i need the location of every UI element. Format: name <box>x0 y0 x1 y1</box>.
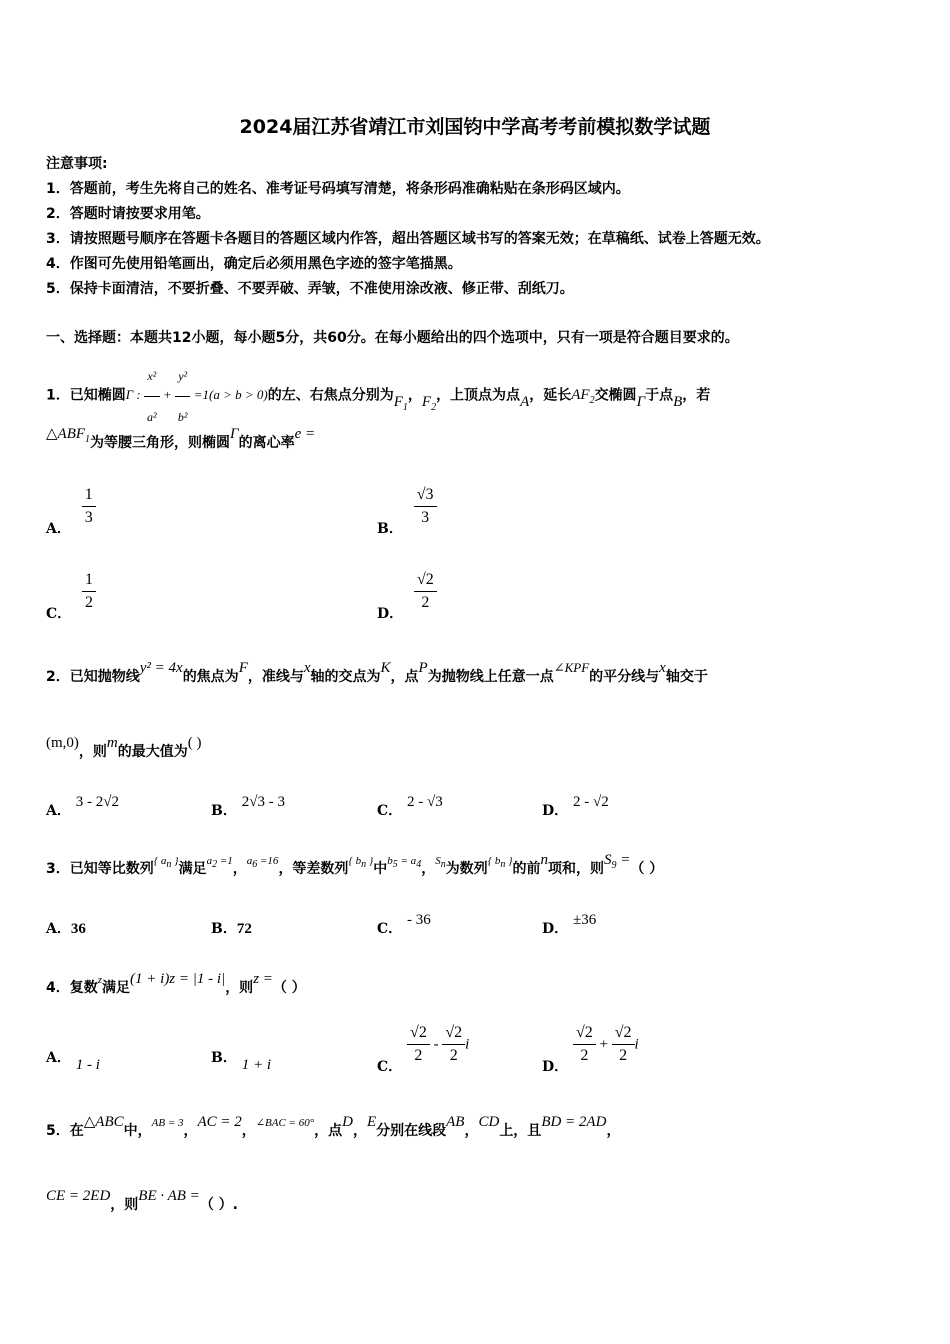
question-4: 4．复数$^z$满足(1 + i)z = |1 - i|，则z =（ ） <box>46 971 306 996</box>
question-text: ，延长 <box>529 387 572 404</box>
option-b[interactable]: B．72 <box>211 921 252 937</box>
question-5: 5．在△ABC中，$^{AB = 3}$，AC = 2，$^{\angle BAC = 60^\circ}$，点D，E分别在线段AB，CD上，且BD = 2AD， <box>46 1114 621 1139</box>
section-heading: 一、选择题：本题共12小题，每小题5分，共60分。在每小题给出的四个选项中，只有一项是符合题目要求的。 <box>46 330 739 346</box>
option-a[interactable]: A． 3 - 2√2 <box>46 794 119 819</box>
notice-item: 4．作图可先使用铅笔画出，确定后必须用黑色字迹的签字笔描黑。 <box>46 256 462 272</box>
option-c[interactable]: C． - 36 <box>377 912 431 937</box>
option-d[interactable]: D． $\frac{√2}{2}$ + $\frac{√2}{2}$ i <box>542 1024 639 1075</box>
question-text: ，上顶点为点 <box>436 387 521 404</box>
question-2: 2．已知抛物线y² = 4x的焦点为F，准线与x轴的交点为K，点P为抛物线上任意一点∠KPF的平分线与x轴交于 <box>46 660 708 685</box>
question-text: 于点 <box>645 387 674 404</box>
option-b[interactable]: B． 1 + i <box>211 1050 272 1073</box>
option-d[interactable]: D． 2 - √2 <box>542 794 609 819</box>
question-text: 的左、右焦点分别为 <box>267 387 394 404</box>
option-b[interactable]: B． 2√3 - 3 <box>211 794 285 819</box>
question-text: 为等腰三角形，则椭圆 <box>90 435 231 451</box>
notice-item: 2．答题时请按要求用笔。 <box>46 206 210 222</box>
question-2-cont: (m,0)，则m的最大值为( ) <box>46 735 202 760</box>
page-title: 2024届江苏省靖江市刘国钧中学高考考前模拟数学试题 <box>239 116 711 138</box>
option-c[interactable]: C． 2 - √3 <box>377 794 443 819</box>
question-text: 交椭圆 <box>594 387 637 404</box>
notice-item: 5．保持卡面清洁，不要折叠、不要弄破、弄皱，不准使用涂改液、修正带、刮纸刀。 <box>46 281 574 297</box>
option-c[interactable]: C． $\frac{1}{2}$ <box>46 571 96 612</box>
notice-item: 3．请按照题号顺序在答题卡各题目的答题区域内作答，超出答题区域书写的答案无效；在草稿纸、试卷上答题无效。 <box>46 231 770 247</box>
question-text: ，若 <box>682 387 711 404</box>
ellipse-equation: Γ : $\frac{\text{x²}}{\text{a²}}$ + $\frac{\text{y²}}{\text{b²}}$ =1(a > b > 0) <box>126 387 268 402</box>
option-c[interactable]: C． $\frac{√2}{2}$ - $\frac{√2}{2}$ i <box>377 1024 470 1075</box>
option-d[interactable]: D． ±36 <box>542 912 597 937</box>
question-1-cont: $\triangle ABF_1$为等腰三角形，则椭圆Γ的离心率e = <box>46 426 316 451</box>
question-text: 1．已知椭圆 <box>46 387 126 404</box>
question-3: 3．已知等比数列$^{\{ a_n \}}$满足$^{a_2 =1}$，$^{a_6 =16}$，等差数列$^{\{ b_n \}}$中$^{b_5 = a_4}$，$^{S_n}$为数列$^{\{ b_n \}}$的前n项和，则$S_9$ =（ ） <box>46 852 664 877</box>
notice-heading: 注意事项: <box>46 156 108 172</box>
option-a[interactable]: A． 1 - i <box>46 1050 100 1073</box>
question-text: 的离心率 <box>238 435 295 451</box>
option-a[interactable]: A． $\frac{1}{3}$ <box>46 486 96 527</box>
question-5-cont: CE = 2ED，则BE · AB =（ ）. <box>46 1188 239 1213</box>
option-d[interactable]: D． $\frac{√2}{2}$ <box>377 571 437 612</box>
notice-item: 1．答题前，考生先将自己的姓名、准考证号码填写清楚，将条形码准确粘贴在条形码区域内。 <box>46 181 630 197</box>
option-b[interactable]: B． $\frac{√3}{3}$ <box>377 486 437 527</box>
question-1: 1．已知椭圆Γ : $\frac{\text{x²}}{\text{a²}}$ + $\frac{\text{y²}}{\text{b²}}$ =1(a > b > 0)的左、右焦点分别为$F_1$，$F_2$，上顶点为点A，延长$AF_2$交椭圆Γ于点B，若 <box>46 358 710 435</box>
option-a[interactable]: A．36 <box>46 921 86 937</box>
